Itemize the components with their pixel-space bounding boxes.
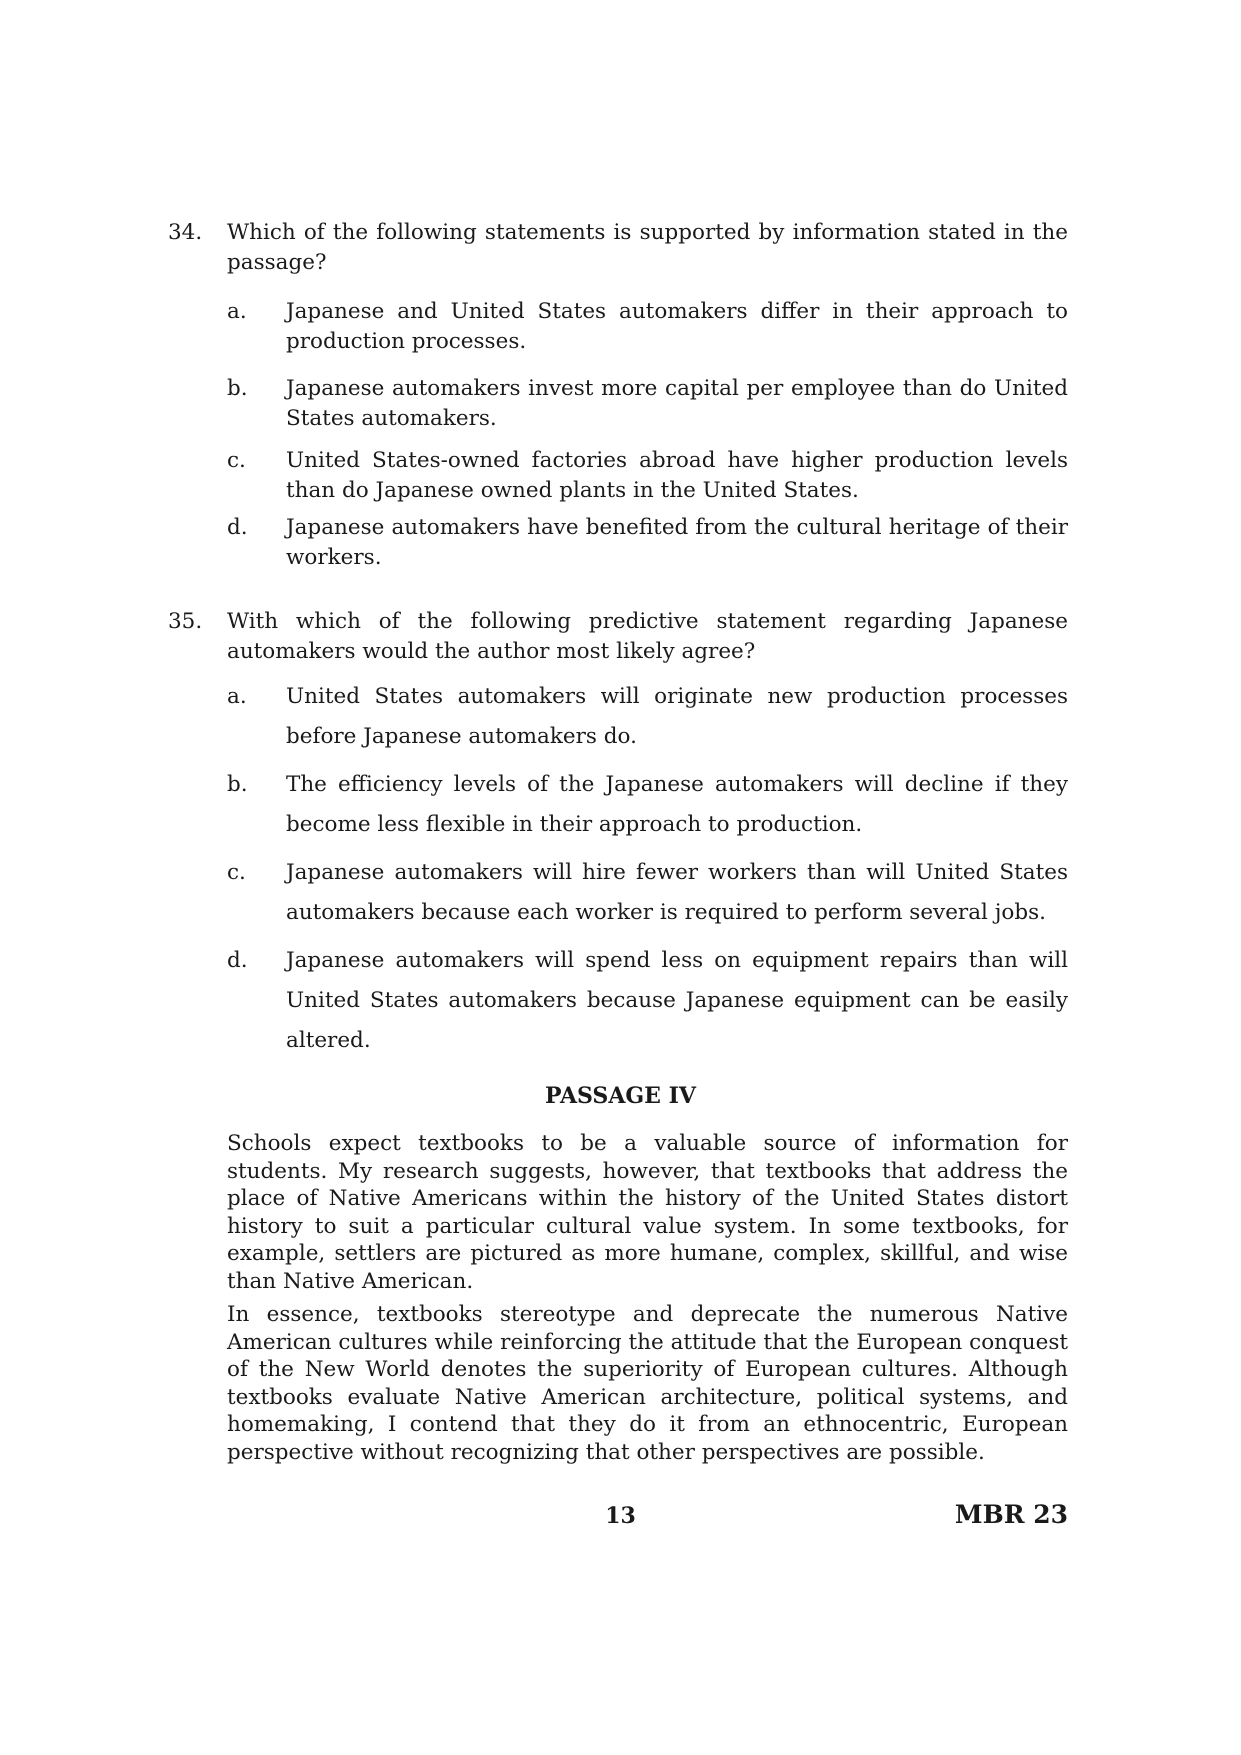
option-text: Japanese and United States automakers differ in their approach to production processes. (286, 299, 1068, 354)
option-c (227, 853, 1068, 933)
question-text: With which of the following predictive statement regarding Japanese automakers would the author most likely agree? (227, 609, 1068, 664)
option-b (227, 765, 1068, 845)
option-d (227, 513, 1068, 573)
option-text: The efficiency levels of the Japanese automakers will decline if they become less flexible in their approach to production. (286, 772, 1068, 837)
option-letter: d. (227, 515, 248, 540)
option-letter: c. (227, 860, 246, 885)
option-b (227, 374, 1068, 434)
option-a (227, 677, 1068, 757)
option-text: Japanese automakers have benefited from the cultural heritage of their workers. (286, 515, 1068, 570)
booklet-code: MBR 23 (954, 1500, 1068, 1529)
question-35-stem (168, 607, 1068, 667)
option-d (227, 941, 1068, 1061)
option-letter: a. (227, 299, 247, 324)
question-number: 34. (168, 220, 203, 245)
option-text: Japanese automakers invest more capital per employee than do United States automakers. (286, 376, 1068, 431)
option-text: Japanese automakers will hire fewer workers than will United States automakers because each worker is required to perform several jobs. (286, 860, 1068, 925)
passage-title: PASSAGE IV (545, 1083, 696, 1109)
question-34-stem (168, 218, 1068, 278)
option-text: Japanese automakers will spend less on equipment repairs than will United States automakers because Japanese equipment can be easily altered. (286, 948, 1068, 1053)
question-text: Which of the following statements is supported by information stated in the passage? (227, 220, 1068, 275)
option-letter: b. (227, 772, 248, 797)
option-text: United States automakers will originate new production processes before Japanese automakers do. (286, 684, 1068, 749)
option-letter: b. (227, 376, 248, 401)
passage-paragraph-1: Schools expect textbooks to be a valuable source of information for students. My research suggests, however, that textbooks that address the place of Native Americans within the history of the United States distort history to suit a particular cultural value system. In some textbooks, for example, settlers are pictured as more humane, complex, skillful, and wise than Native American. (227, 1131, 1068, 1294)
question-35 (168, 607, 1068, 1061)
option-letter: d. (227, 948, 248, 973)
option-letter: a. (227, 684, 247, 709)
passage-paragraph-2: In essence, textbooks stereotype and deprecate the numerous Native American cultures while reinforcing the attitude that the European conquest of the New World denotes the superiority of European cultures. Although textbooks evaluate Native American architecture, political systems, and homemaking, I contend that they do it from an ethnocentric, European perspective without recognizing that other perspectives are possible. (227, 1302, 1068, 1465)
option-letter: c. (227, 448, 246, 473)
question-34 (168, 218, 1068, 573)
option-c (227, 446, 1068, 506)
question-number: 35. (168, 609, 203, 634)
option-a (227, 297, 1068, 357)
option-text: United States-owned factories abroad have higher production levels than do Japanese owned plants in the United States. (286, 448, 1068, 503)
page-number: 13 (605, 1503, 636, 1529)
